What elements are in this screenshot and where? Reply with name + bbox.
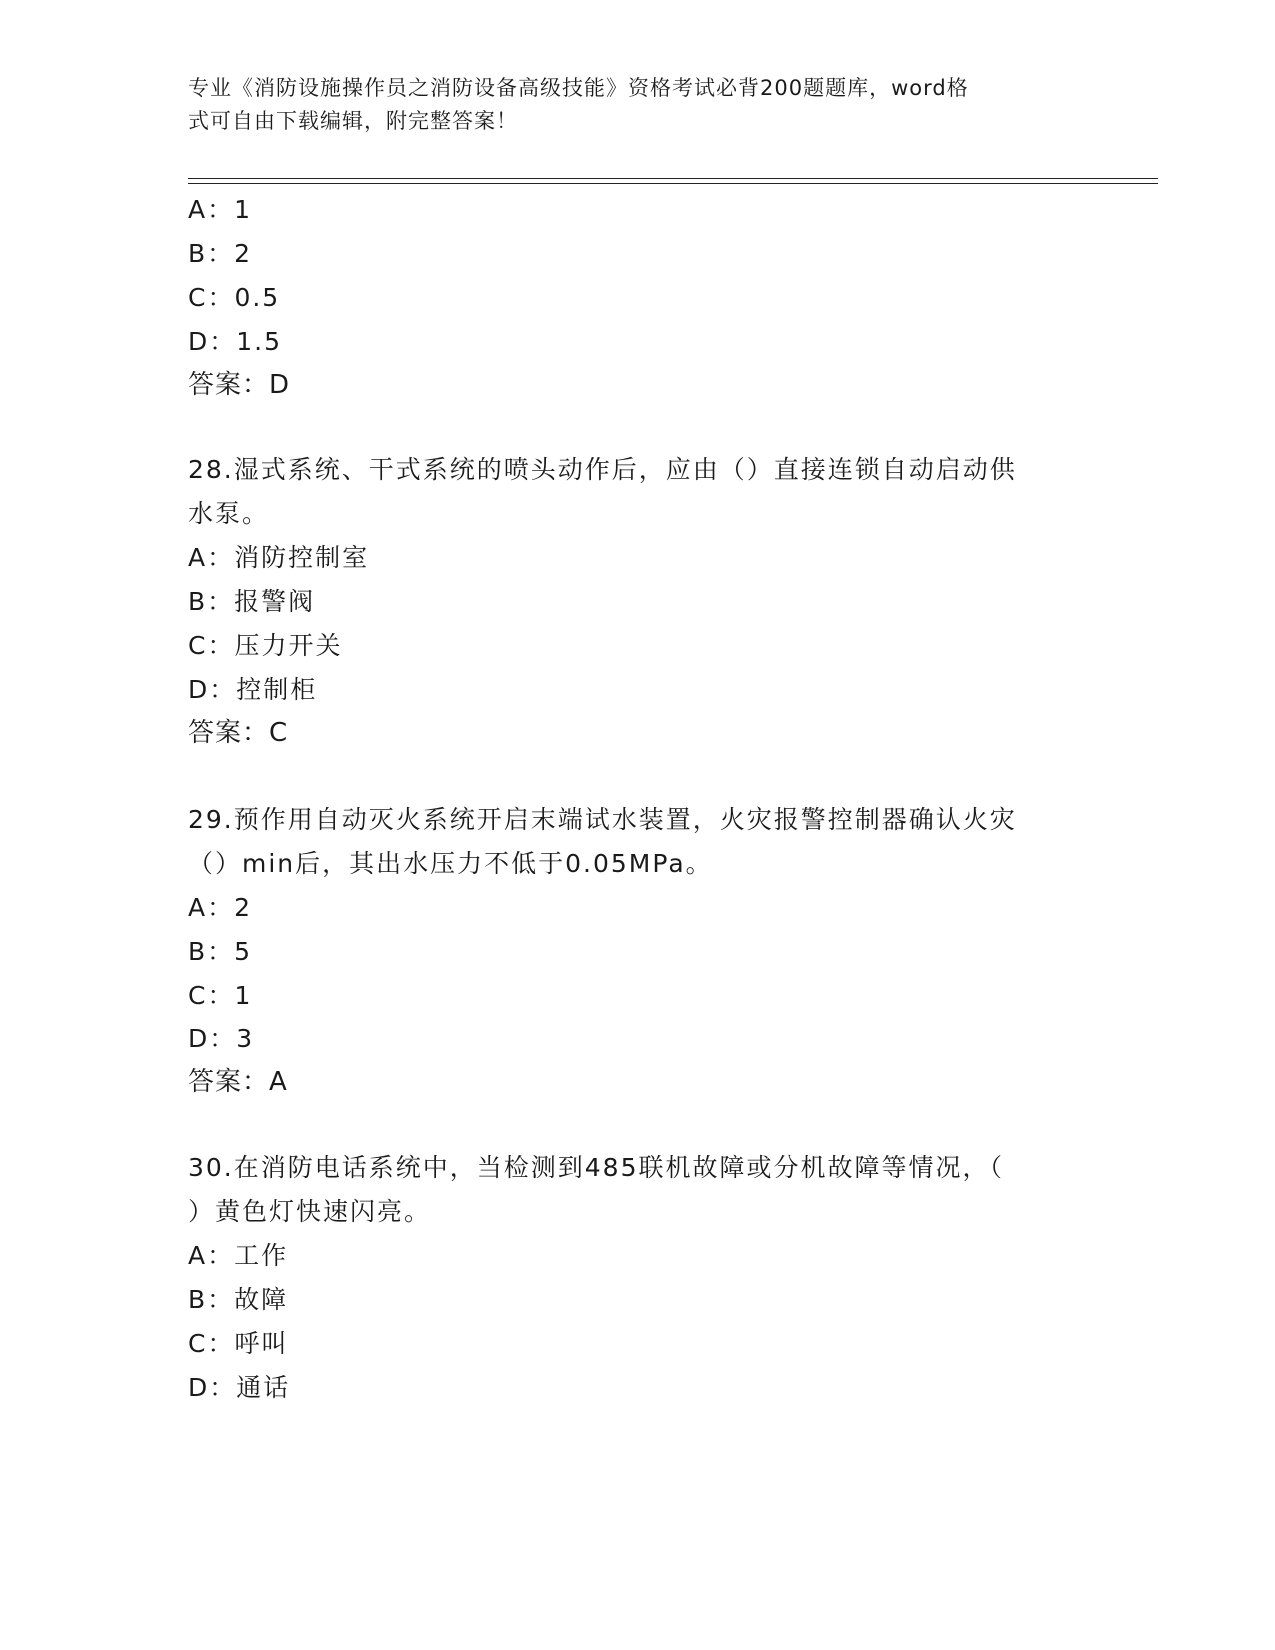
q29-option-d: D：3	[188, 1024, 255, 1053]
q29-option-a: A：2	[188, 893, 253, 922]
q29-stem-line-1: 29.预作用自动灭火系统开启末端试水装置，火灾报警控制器确认火灾	[188, 805, 1017, 834]
header-line-2: 式可自由下载编辑，附完整答案！	[188, 109, 518, 133]
q28-option-b: B：报警阀	[188, 587, 316, 616]
q29-option-c: C：1	[188, 981, 253, 1010]
q27-option-a: A：1	[188, 195, 253, 224]
q27-option-b: B：2	[188, 239, 253, 268]
q28-stem-line-2: 水泵。	[188, 499, 270, 528]
header-line-1: 专业《消防设施操作员之消防设备高级技能》资格考试必背200题题库，word格	[188, 76, 969, 100]
q28-answer: 答案：C	[188, 718, 289, 748]
q30-option-a: A：工作	[188, 1241, 289, 1270]
q30-stem-line-1: 30.在消防电话系统中，当检测到485联机故障或分机故障等情况，（	[188, 1153, 1004, 1182]
q27-option-c: C：0.5	[188, 283, 281, 312]
q29-answer: 答案：A	[188, 1067, 288, 1097]
q28-option-d: D：控制柜	[188, 675, 318, 704]
q28-option-a: A：消防控制室	[188, 543, 370, 572]
header-rule-top	[188, 178, 1158, 179]
q29-stem-line-2: （）min后，其出水压力不低于0.05MPa。	[188, 849, 713, 878]
header-rule-bottom	[188, 183, 1158, 184]
q30-option-c: C：呼叫	[188, 1329, 289, 1358]
q30-stem-line-2: ）黄色灯快速闪亮。	[188, 1197, 432, 1226]
q28-stem-line-1: 28.湿式系统、干式系统的喷头动作后，应由（）直接连锁自动启动供	[188, 455, 1017, 484]
q30-option-d: D：通话	[188, 1373, 291, 1402]
q27-option-d: D：1.5	[188, 327, 283, 356]
document-header	[188, 72, 1088, 138]
q27-answer: 答案：D	[188, 370, 291, 400]
q30-option-b: B：故障	[188, 1285, 289, 1314]
q29-option-b: B：5	[188, 937, 253, 966]
q28-option-c: C：压力开关	[188, 631, 343, 660]
